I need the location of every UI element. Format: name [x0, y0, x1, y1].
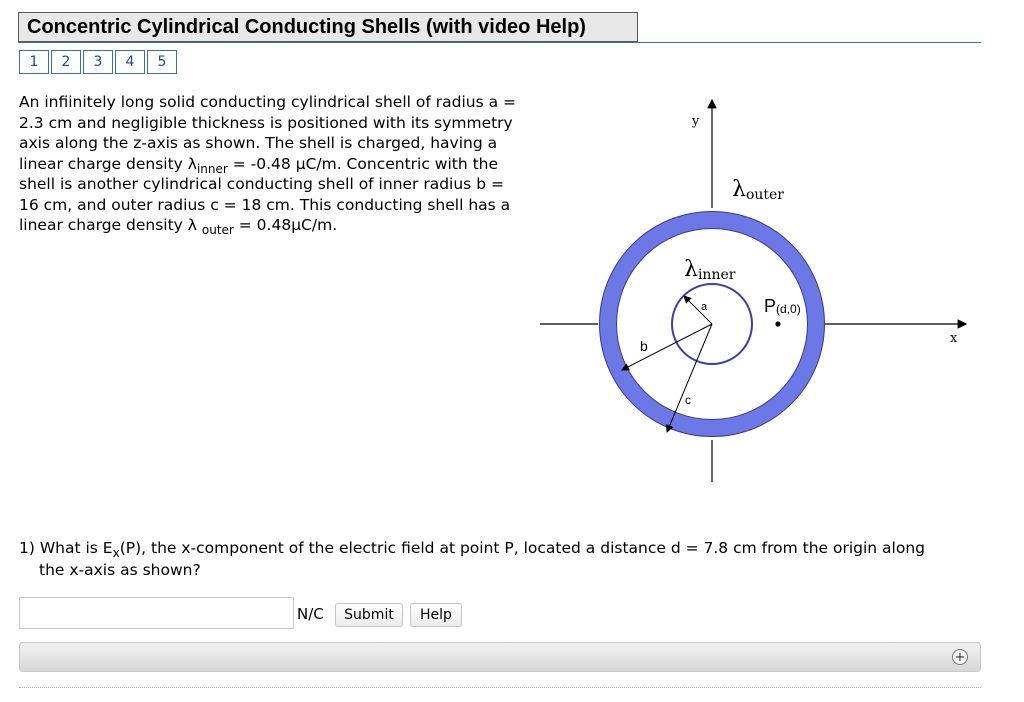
lambda-outer-sub: outer	[745, 187, 785, 203]
dotted-divider	[19, 687, 981, 688]
problem-line: 2.3 cm and negligible thickness is positioned with its symmetry	[19, 113, 513, 132]
unit-label: N/C	[297, 605, 324, 623]
problem-text: linear charge density λ	[19, 216, 202, 234]
title-box	[18, 12, 638, 42]
y-axis-label: y	[692, 114, 700, 129]
lambda-inner-label	[684, 257, 736, 283]
help-button[interactable]: Help	[410, 603, 462, 627]
label-c: c	[685, 393, 691, 407]
page-button-5[interactable]: 5	[147, 50, 177, 74]
label-b: b	[640, 338, 648, 354]
problem-text: = 0.48μC/m.	[233, 216, 338, 234]
subscript-x: x	[112, 546, 120, 560]
radius-b-arrow	[622, 324, 712, 370]
lambda-inner-sub: inner	[697, 267, 736, 283]
point-p-letter: P	[764, 296, 777, 316]
radius-c-arrow	[667, 324, 712, 432]
problem-line: An infiinitely long solid conducting cylindrical shell of radius a =	[19, 93, 517, 111]
lambda-symbol: λ	[684, 257, 698, 282]
problem-statement	[19, 92, 534, 236]
problem-line: 16 cm, and outer radius c = 18 cm. This conducting shell has a	[19, 195, 511, 214]
point-p-dot	[775, 321, 780, 326]
question-text	[19, 537, 979, 581]
expand-plus-icon[interactable]: +	[952, 649, 968, 665]
point-p-label	[764, 296, 801, 316]
page-title: Concentric Cylindrical Conducting Shells (with video Help)	[27, 16, 586, 38]
collapsible-panel-bar[interactable]	[19, 642, 981, 672]
page-button-2[interactable]: 2	[51, 50, 81, 74]
page-button-4[interactable]: 4	[115, 50, 145, 74]
answer-input[interactable]	[19, 597, 294, 629]
page-button-1[interactable]: 1	[19, 50, 49, 74]
problem-line: axis along the z-axis as shown. The shell is charged, having a	[19, 134, 498, 152]
lambda-outer-label	[732, 177, 784, 203]
question-text-part: 1) What is E	[19, 539, 113, 557]
page-button-3[interactable]: 3	[83, 50, 113, 74]
title-underline	[18, 42, 981, 43]
subscript-inner: inner	[196, 161, 228, 176]
part-pager	[19, 50, 179, 74]
problem-line	[19, 215, 534, 236]
lambda-symbol: λ	[732, 177, 746, 202]
question-line: the x-axis as shown?	[39, 561, 201, 579]
problem-text: = -0.48 μC/m. Concentric with the	[227, 154, 499, 173]
problem-line: shell is another cylindrical conducting shell of inner radius b =	[19, 175, 504, 193]
question-text-part: (P), the x-component of the electric field at point P, located a distance d = 7.8 cm from the origin along	[119, 539, 926, 557]
subscript-outer: outer	[201, 223, 234, 237]
x-axis-label: x	[950, 331, 958, 346]
problem-line	[19, 154, 534, 175]
problem-text: linear charge density λ	[19, 154, 197, 173]
label-a: a	[701, 301, 708, 313]
submit-button[interactable]: Submit	[335, 603, 403, 627]
point-p-coords: (d,0)	[776, 302, 801, 316]
radius-a-arrow	[684, 296, 712, 324]
shells-diagram	[538, 95, 978, 490]
question-line	[19, 537, 979, 559]
